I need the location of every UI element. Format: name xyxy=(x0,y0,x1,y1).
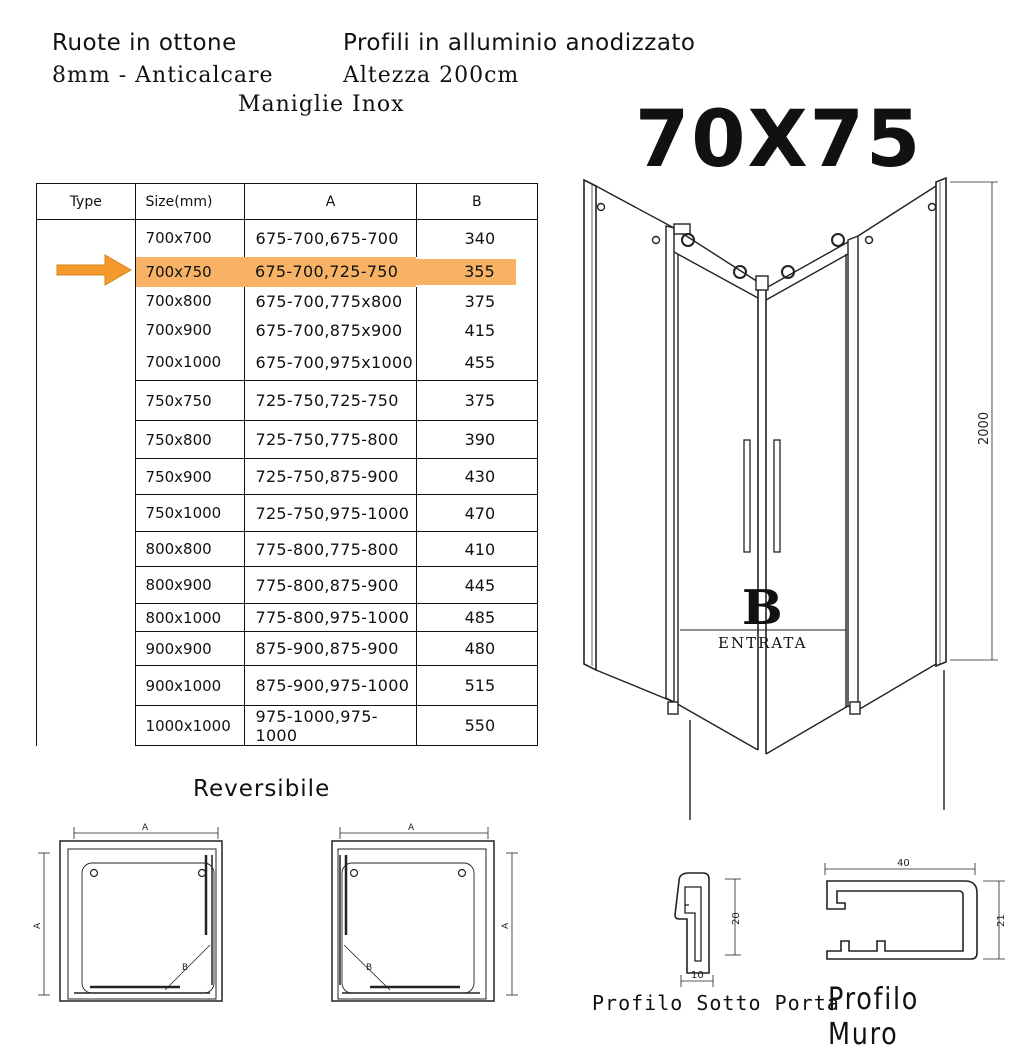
cell-size: 800x1000 xyxy=(135,604,245,632)
cell-size: 900x900 xyxy=(135,632,245,666)
cell-b: 480 xyxy=(416,632,537,666)
plan-view-left xyxy=(30,815,290,1015)
cell-size: 700x1000 xyxy=(135,345,245,381)
cell-b: 445 xyxy=(416,567,537,604)
type-cell xyxy=(37,220,136,746)
cell-a: 675-700,775x800 xyxy=(245,287,416,316)
size-title: 70X75 xyxy=(635,95,923,185)
dim-label-b: B xyxy=(366,963,373,973)
cell-b: 430 xyxy=(416,459,537,495)
cell-a: 725-750,725-750 xyxy=(245,381,416,421)
cell-b: 455 xyxy=(416,345,537,381)
cell-size: 750x800 xyxy=(135,421,245,459)
cell-b: 410 xyxy=(416,532,537,567)
profile-sotto-porta-caption: Profilo Sotto Porta xyxy=(592,991,840,1015)
shower-enclosure-drawing xyxy=(570,170,1010,820)
cell-b-text: 355 xyxy=(416,259,516,285)
cell-a: 975-1000,975-1000 xyxy=(245,706,416,746)
cell-b: 390 xyxy=(416,421,537,459)
cell-b: 515 xyxy=(416,666,537,706)
header-a: A xyxy=(245,184,416,220)
muro-height-dim: 21 xyxy=(996,914,1007,927)
dim-label-b: B xyxy=(182,963,189,973)
b-dimension-label: B xyxy=(742,580,783,636)
cell-a: 875-900,875-900 xyxy=(245,632,416,666)
cell-b: 550 xyxy=(416,706,537,746)
feature-profiles: Profili in alluminio anodizzato xyxy=(343,30,696,56)
profile-sotto-porta-drawing xyxy=(665,865,755,990)
cell-b: 340 xyxy=(416,220,537,257)
height-dim-label: 2000 xyxy=(977,411,992,445)
feature-glass: 8mm - Anticalcare xyxy=(52,63,274,88)
entrance-label: ENTRATA xyxy=(718,634,808,652)
cell-a: 675-700,675-700 xyxy=(245,220,416,257)
sotto-porta-width-dim: 10 xyxy=(691,970,704,981)
highlight-arrow-icon xyxy=(55,252,135,288)
cell-b: 375 xyxy=(416,381,537,421)
plan-view-right xyxy=(300,815,540,1015)
cell-b: 470 xyxy=(416,495,537,532)
cell-b: 375 xyxy=(416,287,537,316)
cell-a: 675-700,725-750 xyxy=(245,257,416,287)
profile-muro-drawing xyxy=(815,855,1015,970)
cell-size: 700x750 xyxy=(135,257,245,287)
sotto-porta-height-dim: 20 xyxy=(731,912,742,925)
header-type: Type xyxy=(37,184,136,220)
cell-size: 700x700 xyxy=(135,220,245,257)
feature-wheels: Ruote in ottone xyxy=(52,30,237,56)
table-row xyxy=(37,220,538,257)
profile-muro-caption: Profilo Muro xyxy=(828,982,920,1052)
cell-size: 750x900 xyxy=(135,459,245,495)
cell-size: 1000x1000 xyxy=(135,706,245,746)
cell-size: 800x900 xyxy=(135,567,245,604)
dim-label-a-vertical: A xyxy=(501,922,511,929)
dim-label-a: A xyxy=(142,823,149,833)
feature-handles: Maniglie Inox xyxy=(238,92,405,117)
cell-size: 800x800 xyxy=(135,532,245,567)
cell-b xyxy=(416,257,537,287)
cell-a: 775-800,775-800 xyxy=(245,532,416,567)
cell-size: 700x900 xyxy=(135,316,245,345)
table-header-row xyxy=(37,184,538,220)
header-size: Size(mm) xyxy=(135,184,245,220)
reversible-label: Reversibile xyxy=(193,776,331,802)
cell-size: 750x1000 xyxy=(135,495,245,532)
header-b: B xyxy=(416,184,537,220)
cell-size: 700x800 xyxy=(135,287,245,316)
cell-a: 725-750,875-900 xyxy=(245,459,416,495)
cell-b: 415 xyxy=(416,316,537,345)
cell-a: 675-700,975x1000 xyxy=(245,345,416,381)
cell-b: 485 xyxy=(416,604,537,632)
cell-a: 725-750,975-1000 xyxy=(245,495,416,532)
muro-width-dim: 40 xyxy=(897,858,910,869)
cell-a: 775-800,975-1000 xyxy=(245,604,416,632)
cell-a: 875-900,975-1000 xyxy=(245,666,416,706)
dim-label-a: A xyxy=(408,823,415,833)
cell-size: 900x1000 xyxy=(135,666,245,706)
feature-height: Altezza 200cm xyxy=(343,63,520,88)
cell-a: 725-750,775-800 xyxy=(245,421,416,459)
cell-a: 675-700,875x900 xyxy=(245,316,416,345)
cell-size: 750x750 xyxy=(135,381,245,421)
cell-a: 775-800,875-900 xyxy=(245,567,416,604)
dim-label-a-vertical: A xyxy=(33,922,43,929)
